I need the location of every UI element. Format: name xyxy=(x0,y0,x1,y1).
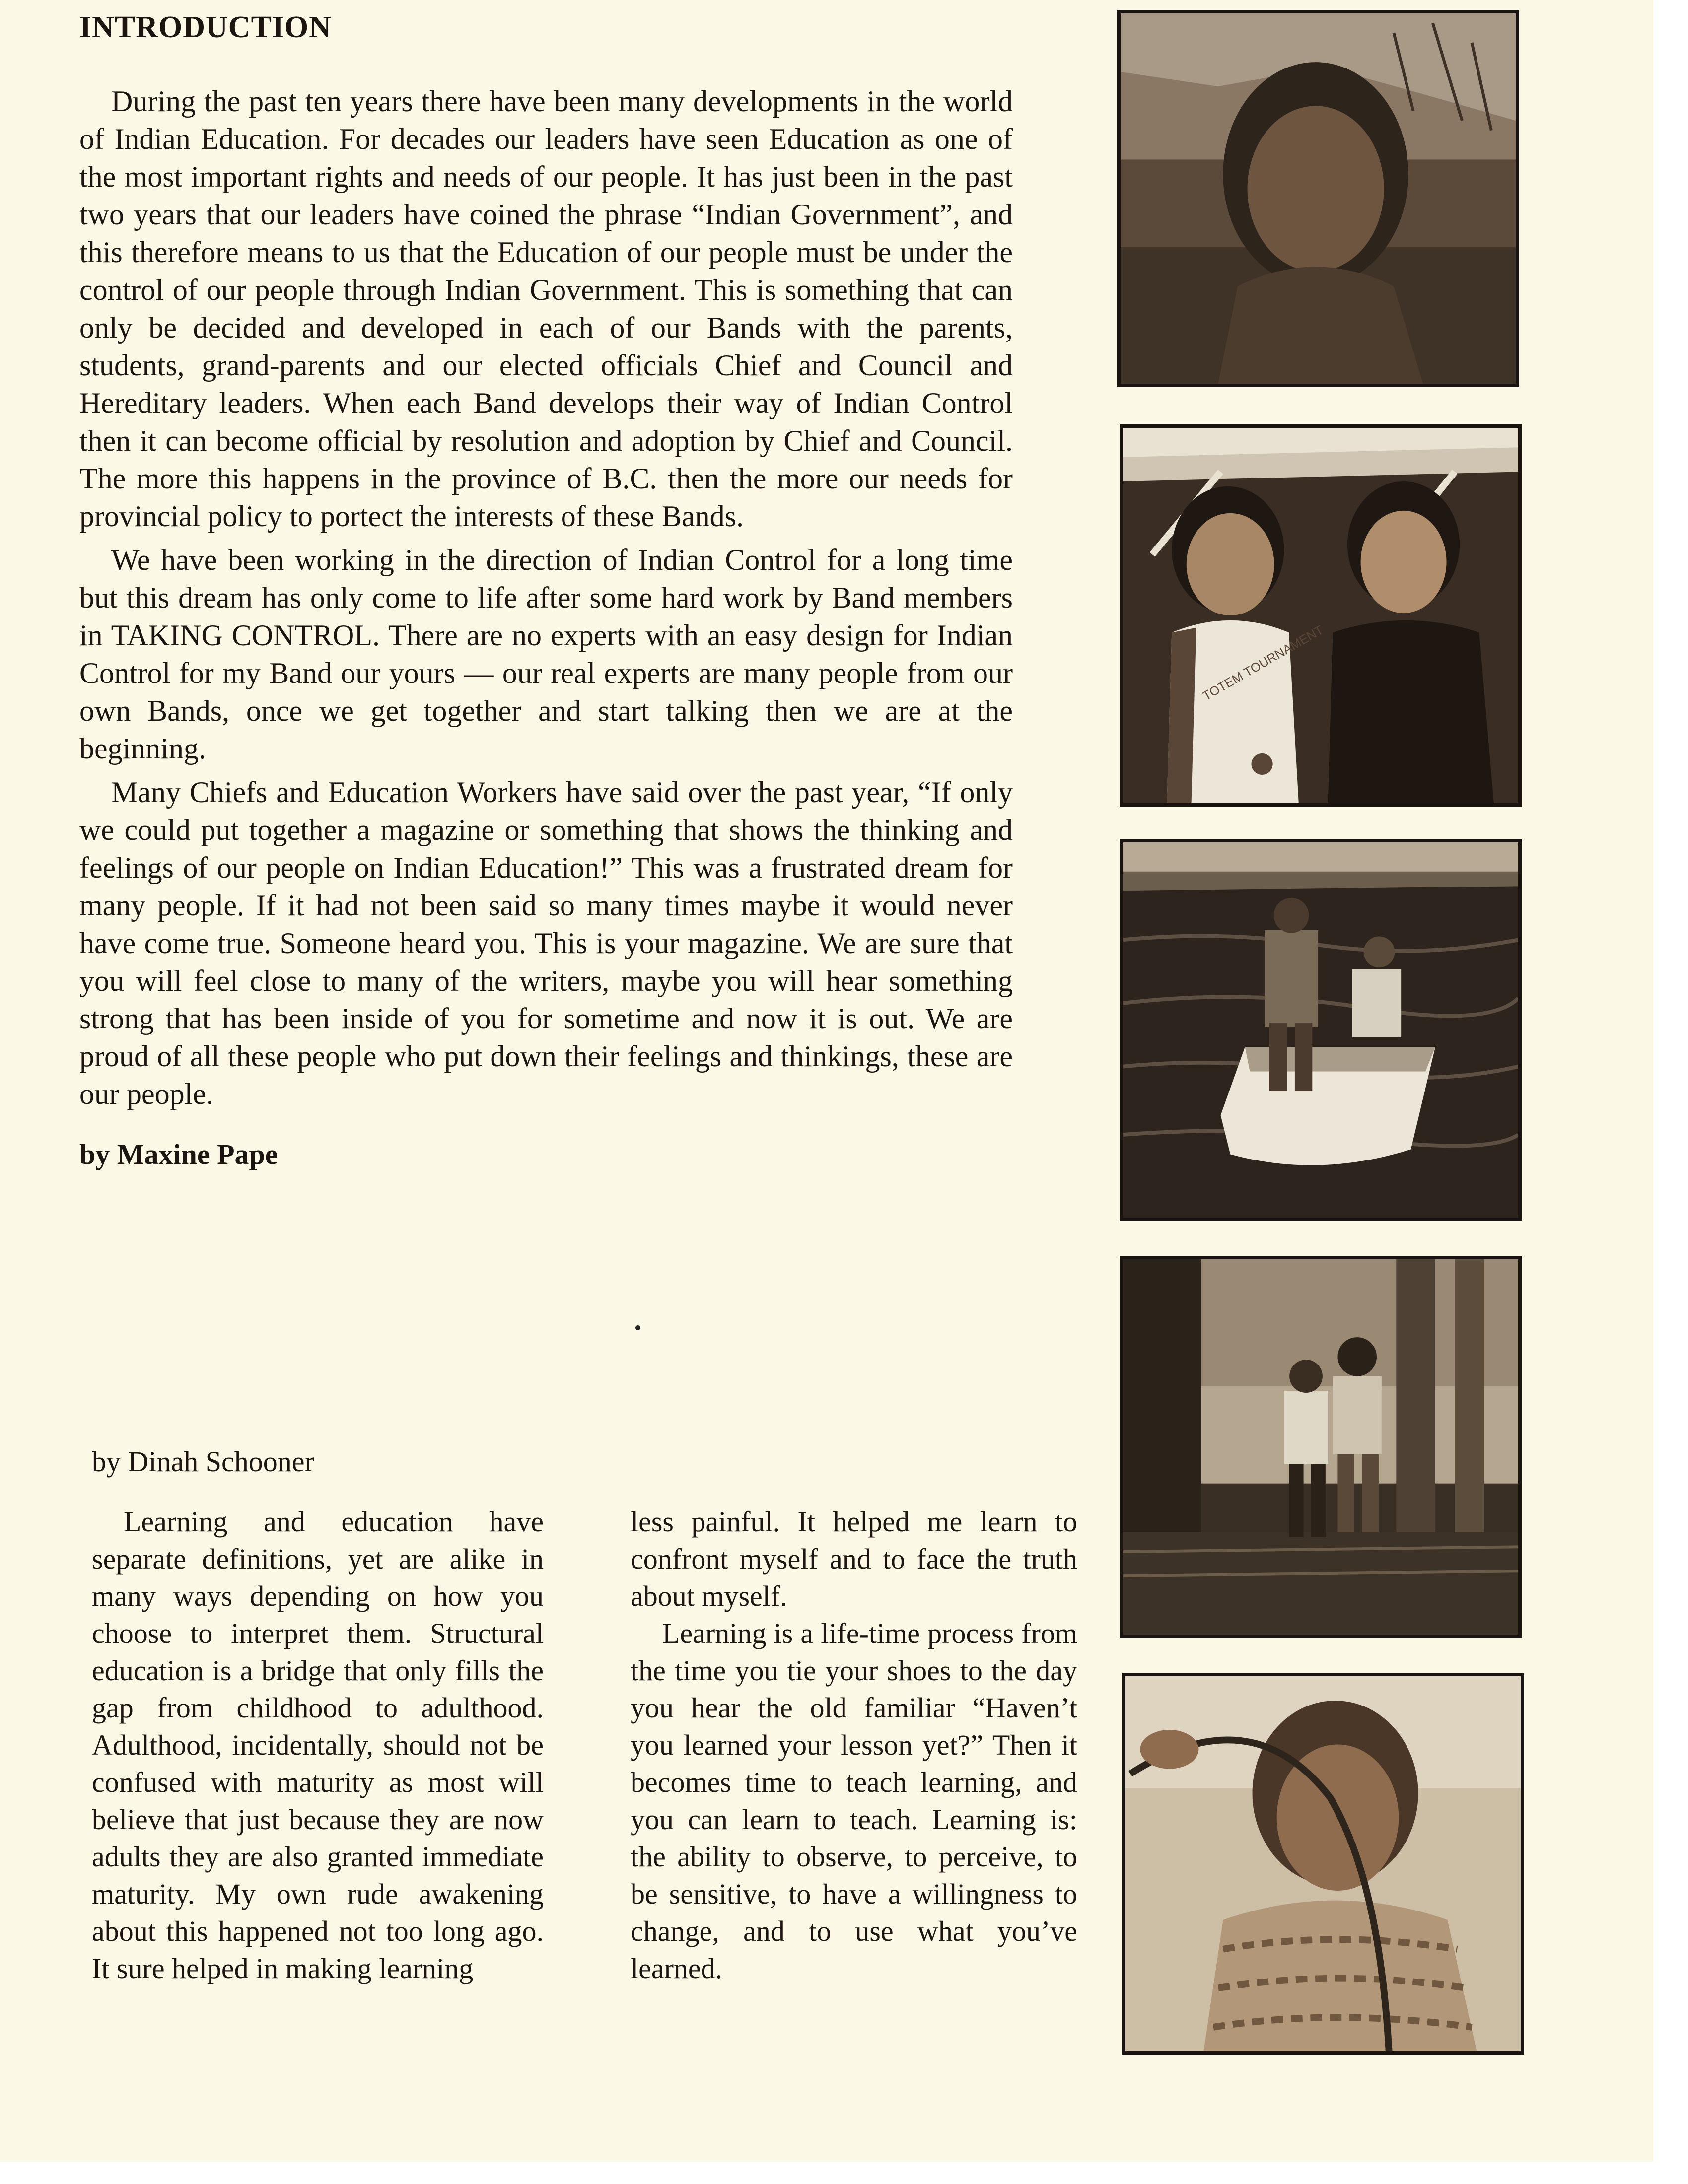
section-heading: INTRODUCTION xyxy=(79,10,332,44)
shirt-print: TOTEM TOURNAMENT xyxy=(1200,623,1326,704)
article-paragraph-1: Learning and education have separate definitions, yet are alike in many ways depending on how you choose to interpret them. Structural education is a bridge that only fills the gap from childhood to adulthood. Adulthood, incidentally, should not be confused with maturity as most will believe that just because they are now adults they are also granted immediate maturity. My own rude awakening about this happened not too long ago. It sure helped in making learning xyxy=(92,1505,544,1984)
page-bottom-margin xyxy=(0,2162,1688,2184)
intro-paragraph-2: We have been working in the direction of Indian Control for a long time but this dream has only come to life after some hard work by Band members in TAKING CONTROL. There are no experts with an easy design for Indian Control for my Band our yours — our real experts are many people from our own Bands, once we get together and start talking then we are at the beginning. xyxy=(79,544,1013,765)
photo-two-girls xyxy=(1120,424,1522,807)
article-paragraph-2: Learning is a life-time process from the time you tie your shoes to the day you hear the old familiar “Haven’t you learned your lesson yet?” Then it becomes time to teach learning, and you can learn to teach. Learning is: the ability to observe, to perceive, to be sensitive, to have a willingness to change, and to use what you’ve learned. xyxy=(631,1617,1077,1984)
intro-paragraph-3: Many Chiefs and Education Workers have said over the past year, “If only we could put together a magazine or something that shows the thinking and feelings of our people on Indian Education!” This was a frustrated dream for many people. If it had not been said so many times maybe it would never have come true. Someone heard you. This is your magazine. We are sure that you will feel close to many of the writers, maybe you will hear something strong that has been inside of you for sometime and now it is out. We are proud of all these people who put down their feelings and thinkings, these are our people. xyxy=(79,776,1013,1110)
stray-mark xyxy=(635,1325,640,1330)
article-column-left xyxy=(92,1503,544,1987)
article-paragraph-1-continued: less painful. It helped me learn to confront myself and to face the truth about myself. xyxy=(631,1505,1077,1612)
intro-byline: by Maxine Pape xyxy=(79,1138,278,1170)
intro-paragraph-1: During the past ten years there have been many developments in the world of Indian Education. For decades our leaders have seen Education as one of the most important rights and needs of our people. It has just been in the past two years that our leaders have coined the phrase “Indian Government”, and this therefore means to us that the Education of our people must be under the control of our people through Indian Government. This is something that can only be decided and developed in each of our Bands with the parents, students, grand-parents and our elected officials Chief and Council and Hereditary leaders. When each Band develops their way of Indian Control then it can become official by resolution and adoption by Chief and Council. The more this happens in the province of B.C. then the more our needs for provincial policy to portect the interests of these Bands. xyxy=(79,85,1013,533)
photo-children-on-dock xyxy=(1120,1256,1522,1638)
photo-boat-on-water xyxy=(1120,839,1522,1221)
article-column-right xyxy=(631,1503,1077,1987)
introduction-section xyxy=(79,7,1013,1174)
photo-child-portrait xyxy=(1117,10,1519,387)
article-byline: by Dinah Schooner xyxy=(92,1445,314,1478)
page-edge xyxy=(1653,0,1688,2184)
photo-toddler-with-hoop xyxy=(1122,1673,1524,2055)
